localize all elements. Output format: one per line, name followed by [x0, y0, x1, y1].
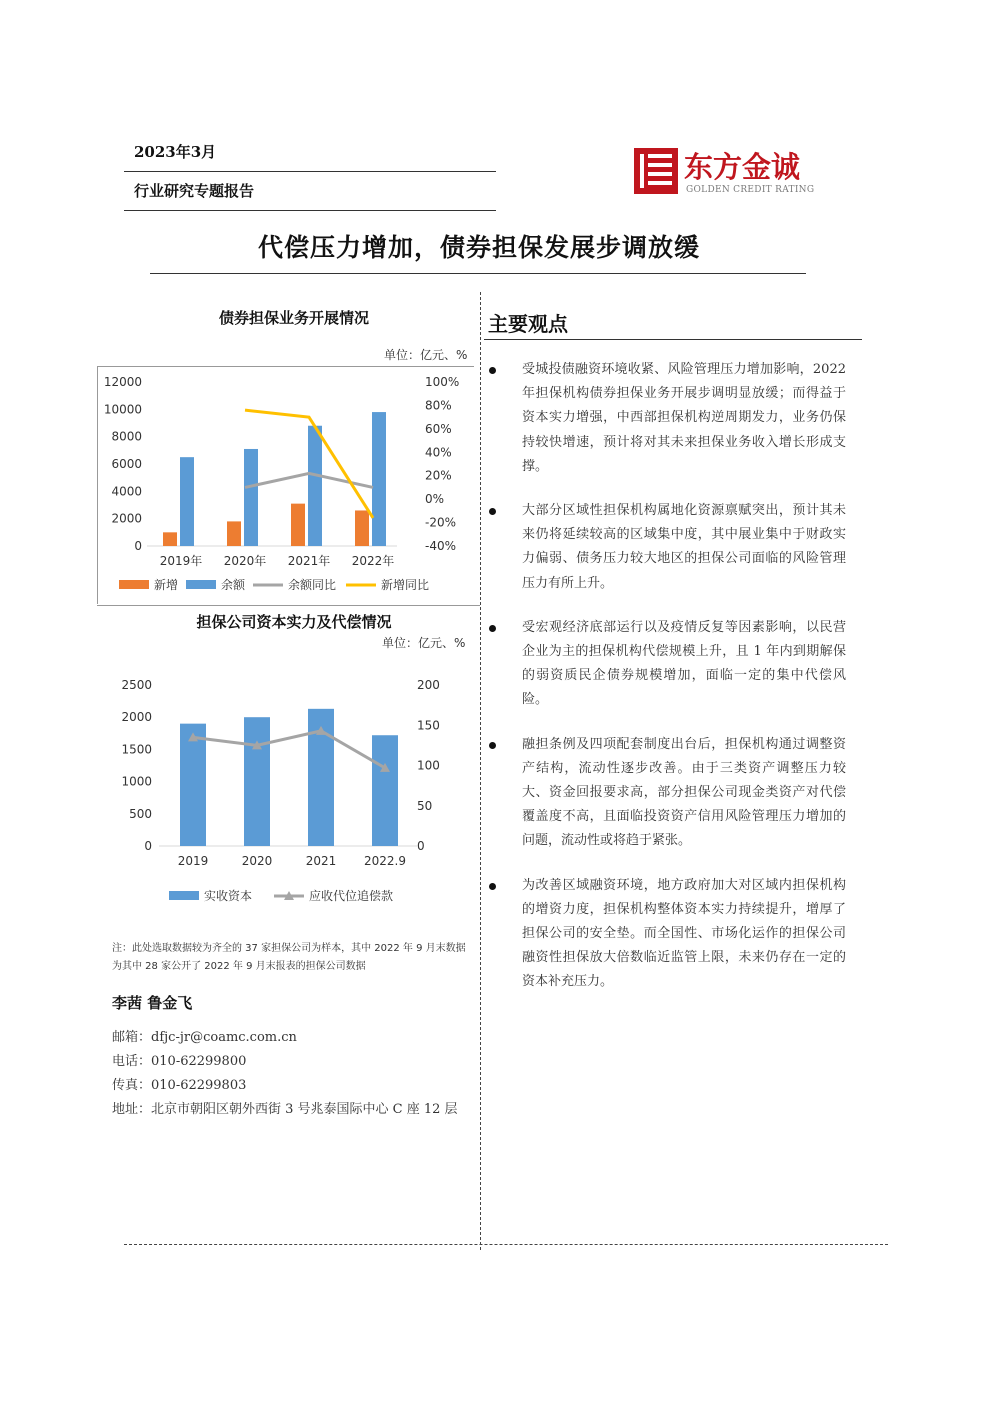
- y-tick-label: 4000: [111, 484, 142, 499]
- authors: 李茜 鲁金飞: [112, 994, 193, 1012]
- bar-实收资本: [372, 735, 398, 846]
- main-points-underline: [484, 339, 862, 340]
- chart-note: 注：此处选取数据较为齐全的 37 家担保公司为样本，其中 2022 年 9 月末数据为其中 28 家公开了 2022 年 9 月末报表的担保公司数据: [112, 943, 466, 972]
- legend-label: 实收资本: [204, 889, 253, 903]
- y-tick-label: 1000: [121, 774, 152, 789]
- header-divider-top: [124, 171, 496, 172]
- line-应收代位追偿款: [193, 731, 385, 768]
- logo-cn-text: 东方金诚: [684, 150, 801, 184]
- chart1-plot: [97, 367, 475, 605]
- y2-tick-label: -40%: [425, 539, 457, 553]
- bullet-icon: [489, 367, 496, 374]
- y-tick-label: 10000: [103, 402, 142, 417]
- bar-余额: [244, 449, 258, 546]
- y2-tick-label: 80%: [425, 398, 452, 413]
- main-point-item: 受城投债融资环境收紧、风险管理压力增加影响，2022 年担保机构债券担保业务开展步调明显放缓；而得益于资本实力增强，中西部担保机构逆周期发力，业务仍保持较快增速，预计将对其未来担保业务收入增长形成支撑。: [486, 358, 846, 479]
- x-tick-label: 2020: [241, 854, 273, 868]
- report-title: 代偿压力增加，债券担保发展步调放缓: [257, 233, 700, 262]
- bar-余额: [180, 457, 194, 546]
- contact-phone: 电话：010-62299800: [112, 1054, 247, 1069]
- y2-tick-label: 0: [417, 839, 425, 853]
- contact-address: 地址：北京市朝阳区朝外西街 3 号兆泰国际中心 C 座 12 层: [112, 1102, 458, 1117]
- contact-email: 邮箱：dfjc-jr@coamc.com.cn: [112, 1030, 297, 1045]
- y-tick-label: 2500: [121, 678, 152, 692]
- title-underline: [150, 273, 806, 274]
- header-divider-bottom: [124, 210, 496, 211]
- y2-tick-label: 100%: [425, 375, 460, 389]
- y2-tick-label: 60%: [425, 421, 452, 436]
- y-tick-label: 12000: [103, 375, 142, 389]
- y2-tick-label: 0%: [425, 492, 445, 507]
- y2-tick-label: 50: [417, 798, 433, 813]
- contact-fax: 传真：010-62299803: [112, 1078, 247, 1093]
- x-tick-label: 2019年: [159, 554, 203, 568]
- legend-label: 应收代位追偿款: [309, 889, 394, 903]
- column-divider: [480, 292, 481, 1250]
- bar-实收资本: [244, 717, 270, 846]
- main-points-title: 主要观点: [488, 312, 568, 336]
- x-tick-label: 2021年: [287, 554, 331, 568]
- chart1-unit: 单位：亿元、%: [384, 348, 468, 362]
- legend-label: 余额同比: [288, 578, 337, 592]
- y2-tick-label: 150: [417, 718, 440, 733]
- y2-tick-label: 200: [417, 678, 440, 692]
- x-tick-label: 2022.9: [364, 854, 406, 868]
- y-tick-label: 2000: [111, 511, 142, 526]
- y2-tick-label: 100: [417, 758, 440, 773]
- y-tick-label: 8000: [111, 429, 142, 444]
- y2-tick-label: 20%: [425, 468, 452, 483]
- logo-en-text: GOLDEN CREDIT RATING: [686, 185, 815, 195]
- bar-新增: [291, 504, 305, 546]
- y-tick-label: 1500: [121, 742, 152, 757]
- bullet-icon: [489, 625, 496, 632]
- legend-label: 新增: [154, 578, 179, 592]
- x-tick-label: 2019: [177, 854, 209, 868]
- x-tick-label: 2022年: [351, 554, 395, 568]
- legend-label: 新增同比: [381, 578, 430, 592]
- x-tick-label: 2020年: [223, 554, 267, 568]
- chart1-title: 债券担保业务开展情况: [218, 309, 369, 327]
- y-tick-label: 2000: [121, 710, 152, 725]
- main-point-item: 受宏观经济底部运行以及疫情反复等因素影响，以民营企业为主的担保机构代偿规模上升，且 1 年内到期解保的弱资质民企债券规模增加，面临一定的集中代偿风险。: [486, 616, 846, 713]
- y2-tick-label: -20%: [425, 515, 457, 530]
- company-logo: [634, 146, 844, 196]
- y-tick-label: 0: [144, 839, 152, 853]
- bullet-icon: [489, 508, 496, 515]
- y2-tick-label: 40%: [425, 445, 452, 460]
- main-point-item: 大部分区域性担保机构属地化资源禀赋突出，预计其未来仍将延续较高的区域集中度，其中展业集中于财政实力偏弱、债务压力较大地区的担保公司面临的风险管理压力有所上升。: [486, 499, 846, 596]
- chart2-plot: [97, 660, 475, 918]
- legend-label: 余额: [221, 578, 246, 592]
- bar-余额: [372, 412, 386, 546]
- y-tick-label: 500: [129, 806, 152, 821]
- bar-新增: [355, 510, 369, 546]
- footer-divider: [124, 1244, 888, 1245]
- bar-余额: [308, 426, 322, 546]
- y-tick-label: 0: [134, 539, 142, 553]
- main-points-list: [486, 358, 846, 1015]
- chart-separator: [97, 605, 480, 606]
- chart2-title: 担保公司资本实力及代偿情况: [196, 613, 392, 631]
- main-point-item: 融担条例及四项配套制度出台后，担保机构通过调整资产结构，流动性逐步改善。由于三类资产调整压力较大、资金回报要求高，部分担保公司现金类资产对代偿覆盖度不高，且面临投资资产信用风险管理压力增加的问题，流动性或将趋于紧张。: [486, 733, 846, 854]
- legend-swatch: [119, 580, 149, 589]
- y-tick-label: 6000: [111, 457, 142, 471]
- report-date: 2023年3月: [134, 143, 217, 161]
- bar-新增: [227, 521, 241, 546]
- bullet-icon: [489, 742, 496, 749]
- bar-实收资本: [180, 724, 206, 846]
- chart2-unit: 单位：亿元、%: [382, 636, 466, 650]
- x-tick-label: 2021: [305, 854, 337, 868]
- report-type: 行业研究专题报告: [134, 182, 255, 200]
- legend-swatch: [186, 580, 216, 589]
- bullet-icon: [489, 883, 496, 890]
- legend-swatch: [169, 891, 199, 900]
- main-point-item: 为改善区域融资环境，地方政府加大对区域内担保机构的增资力度，担保机构整体资本实力持续提升，增厚了担保公司的安全垫。而全国性、市场化运作的担保公司融资性担保放大倍数临近监管上限，未来仍存在一定的资本补充压力。: [486, 874, 846, 995]
- bar-新增: [163, 532, 177, 546]
